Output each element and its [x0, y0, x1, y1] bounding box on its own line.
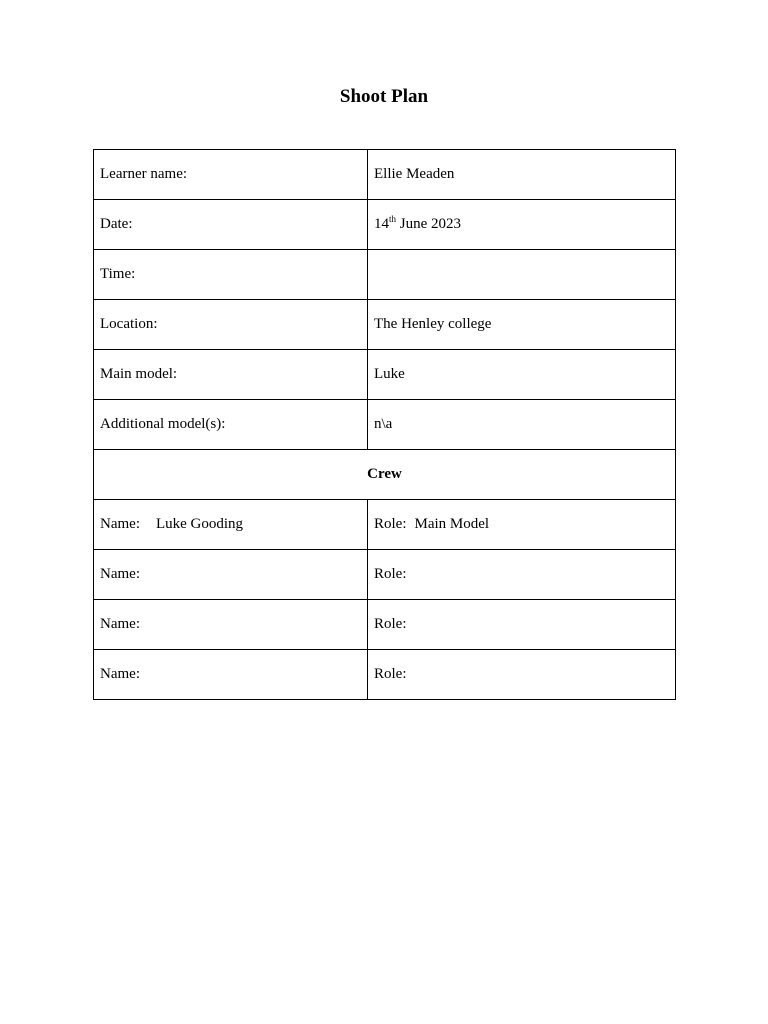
location-label: Location:: [94, 300, 368, 350]
page-title: Shoot Plan: [339, 86, 429, 107]
crew-role-cell: [368, 500, 676, 550]
crew-role-label: Role:: [374, 666, 407, 682]
crew-role-cell: [368, 600, 676, 650]
date-label: Date:: [94, 200, 368, 250]
learner-name-label: Learner name:: [94, 150, 368, 200]
crew-row: [94, 500, 676, 550]
main-model-value: Luke: [368, 350, 676, 400]
time-label: Time:: [94, 250, 368, 300]
crew-name-label: Name:: [100, 666, 140, 682]
crew-role-value: Main Model: [414, 516, 490, 532]
table-row-additional-models: [94, 400, 676, 450]
crew-name-cell: [94, 500, 368, 550]
location-value: The Henley college: [368, 300, 676, 350]
crew-row: [94, 650, 676, 700]
time-value: [368, 250, 676, 300]
date-day: 14: [374, 216, 389, 232]
crew-heading: Crew: [94, 450, 676, 500]
table-row-crew-heading: [94, 450, 676, 500]
crew-name-label: Name:: [100, 566, 140, 582]
crew-role-label: Role:: [374, 616, 407, 632]
additional-models-value: n\a: [368, 400, 676, 450]
crew-role-cell: [368, 550, 676, 600]
date-rest: June 2023: [399, 216, 462, 232]
crew-name-value: Luke Gooding: [155, 516, 244, 532]
shoot-plan-table: [93, 149, 676, 700]
table-row-learner: [94, 150, 676, 200]
learner-name-value: Ellie Meaden: [368, 150, 676, 200]
date-suffix: th: [389, 214, 397, 224]
table-row-time: [94, 250, 676, 300]
crew-role-cell: [368, 650, 676, 700]
main-model-label: Main model:: [94, 350, 368, 400]
crew-name-cell: [94, 600, 368, 650]
crew-row: [94, 600, 676, 650]
crew-name-label: Name:: [100, 616, 140, 632]
crew-name-label: Name:: [100, 516, 140, 532]
crew-role-label: Role:: [374, 516, 407, 532]
crew-role-label: Role:: [374, 566, 407, 582]
additional-models-label: Additional model(s):: [94, 400, 368, 450]
date-value: [368, 200, 676, 250]
table-row-main-model: [94, 350, 676, 400]
crew-name-cell: [94, 650, 368, 700]
crew-row: [94, 550, 676, 600]
crew-name-cell: [94, 550, 368, 600]
table-row-location: [94, 300, 676, 350]
table-row-date: [94, 200, 676, 250]
